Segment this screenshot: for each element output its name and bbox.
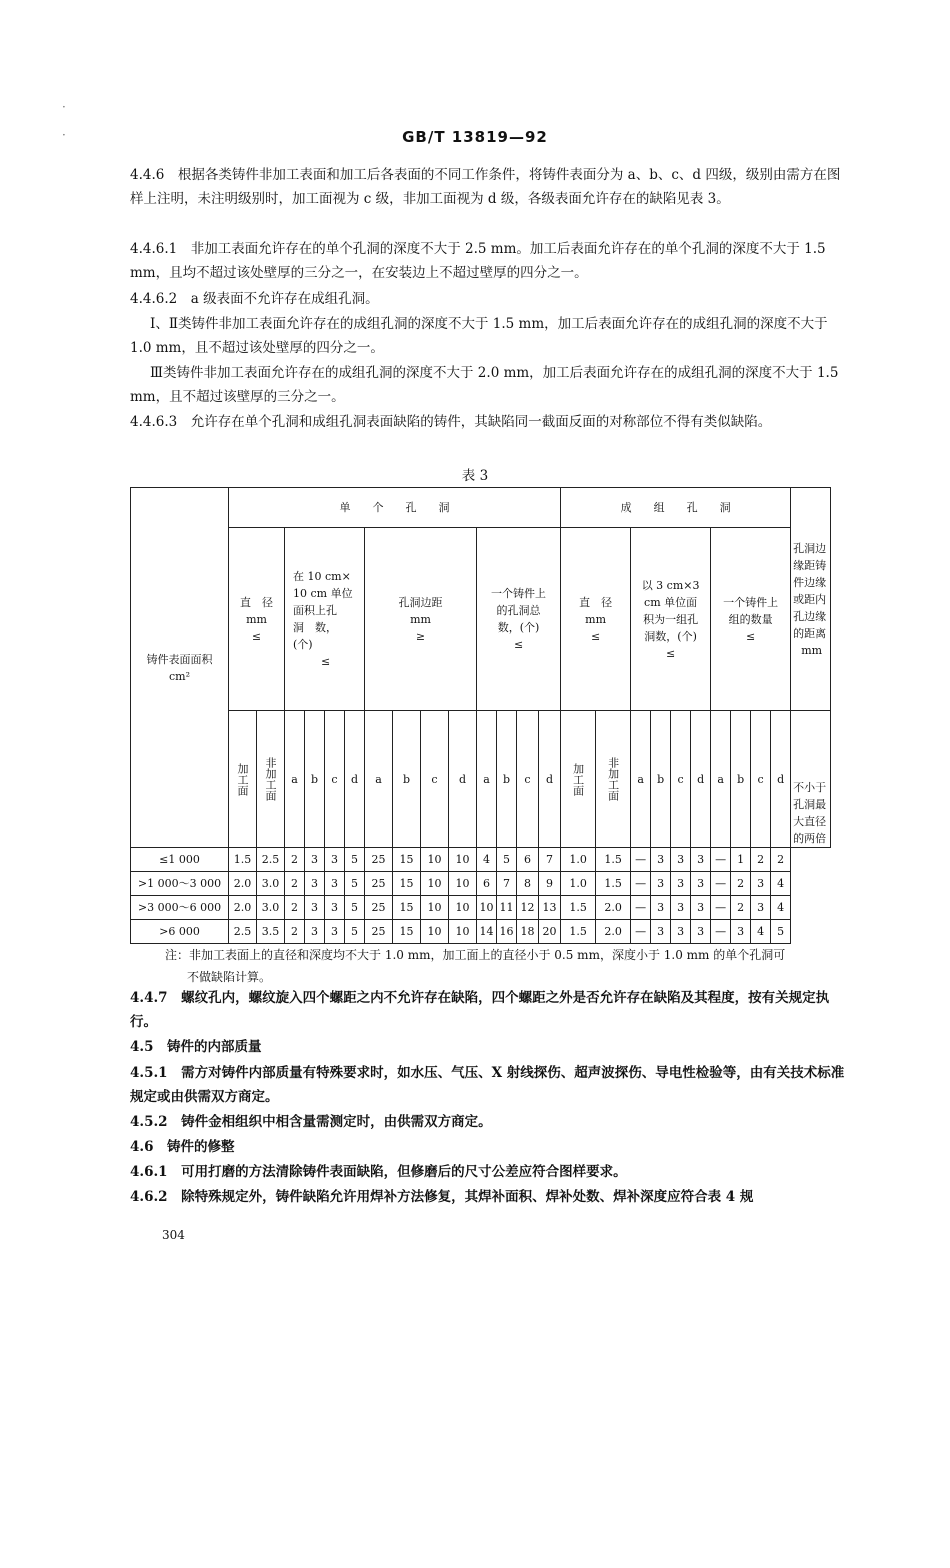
clause-4-5: 4.5 铸件的内部质量 [130,1039,262,1055]
single-diameter-header: 直 径 mm ≤ [229,528,285,711]
value-cell: 20 [539,920,561,944]
value-cell: 15 [393,872,421,896]
table-row [131,896,831,920]
value-cell: 2 [771,848,791,872]
value-cell: 8 [517,872,539,896]
cluster-count-header: 以 3 cm×3 cm 单位面 积为一组孔 洞数，(个) ≤ [631,528,711,711]
value-cell: 1.0 [561,872,596,896]
table-note: 注：非加工表面上的直径和深度均不大于 1.0 mm，加工面上的直径小于 0.5 mm，深度小于 1.0 mm 的单个孔洞可 不做缺陷计算。 [165,948,786,984]
value-cell: 3 [671,920,691,944]
value-cell: 1.5 [229,848,257,872]
table-caption: 表 3 [461,468,489,484]
value-cell: 12 [517,896,539,920]
value-cell: 3 [651,920,671,944]
clause-4-4-7: 4.4.7 螺纹孔内，螺纹旋入四个螺距之内不允许存在缺陷，四个螺距之外是否允许存在缺陷及其程度，按有关规定执行。 [130,990,830,1030]
value-cell: 11 [497,896,517,920]
value-cell: 2.0 [229,872,257,896]
value-cell: 3 [325,920,345,944]
value-cell: 5 [345,872,365,896]
value-cell: 1 [731,848,751,872]
value-cell: 4 [771,896,791,920]
value-cell: 4 [771,872,791,896]
clause-4-6: 4.6 铸件的修整 [130,1139,235,1155]
value-cell: 2.0 [229,896,257,920]
value-cell: 2 [285,848,305,872]
cluster-machined-header: 加工面 [561,711,596,848]
table-row [131,848,831,872]
clause-4-4-6-2-class3: Ⅲ类铸件非加工表面允许存在的成组孔洞的深度不大于 2.0 mm，加工后表面允许存在的成组孔洞的深度不大于 1.5 mm，且不超过该壁厚的三分之一。 [130,365,839,405]
cluster-diameter-header: 直 径 mm ≤ [561,528,631,711]
value-cell: 15 [393,920,421,944]
value-cell: — [631,896,651,920]
value-cell: 2.5 [257,848,285,872]
value-cell: 3 [731,920,751,944]
value-cell: 3 [305,872,325,896]
scan-mark-2: · [62,128,66,142]
value-cell: 1.5 [596,872,631,896]
value-cell: 1.5 [561,920,596,944]
value-cell: — [711,920,731,944]
value-cell: 2 [285,896,305,920]
area-header: 铸件表面面积 cm² [131,488,229,848]
value-cell: 3 [325,872,345,896]
value-cell: 2 [731,896,751,920]
value-cell: 3 [671,848,691,872]
cluster-hole-group-header: 成 组 孔 洞 [561,488,791,528]
value-cell: 2 [751,848,771,872]
value-cell: 4 [477,848,497,872]
value-cell: 10 [421,920,449,944]
value-cell: 3 [651,872,671,896]
value-cell: 2.5 [229,920,257,944]
value-cell: 3.5 [257,920,285,944]
value-cell: 3 [751,872,771,896]
value-cell: 2 [731,872,751,896]
value-cell: 15 [393,896,421,920]
value-cell: 3 [305,920,325,944]
value-cell: 3 [751,896,771,920]
clause-4-4-6-2: 4.4.6.2 a 级表面不允许存在成组孔洞。 [130,291,379,307]
value-cell: 10 [449,872,477,896]
cluster-unmachined-header: 非加工面 [596,711,631,848]
value-cell: 2.0 [596,920,631,944]
value-cell: 3 [651,896,671,920]
clause-4-4-6: 4.4.6 根据各类铸件非加工表面和加工后各表面的不同工作条件，将铸件表面分为 a、b、c、d 四级，级别由需方在图样上注明，未注明级别时，加工面视为 c 级，非加工面视为 d 级，各级表面允许存在的缺陷见表 3。 [130,167,841,207]
value-cell: 3.0 [257,896,285,920]
value-cell: 25 [365,872,393,896]
clause-4-6-2: 4.6.2 除特殊规定外，铸件缺陷允许用焊补方法修复，其焊补面积、焊补处数、焊补深度应符合表 4 规 [130,1189,754,1205]
area-cell: >3 000～6 000 [131,896,229,920]
clause-4-4-6-1: 4.4.6.1 非加工表面允许存在的单个孔洞的深度不大于 2.5 mm。加工后表面允许存在的单个孔洞的深度不大于 1.5 mm，且均不超过该处壁厚的三分之一，在安装边上不超过壁厚的四分之一。 [130,241,826,281]
value-cell: 3 [671,872,691,896]
value-cell: — [631,920,651,944]
table-row [131,920,831,944]
value-cell: 25 [365,920,393,944]
area-cell: >1 000～3 000 [131,872,229,896]
single-total-header: 一个铸件上 的孔洞总 数，(个) ≤ [477,528,561,711]
value-cell: 6 [517,848,539,872]
value-cell: 14 [477,920,497,944]
value-cell: 10 [421,848,449,872]
value-cell: 15 [393,848,421,872]
value-cell: 25 [365,896,393,920]
value-cell: 10 [421,872,449,896]
value-cell: — [631,848,651,872]
value-cell: 4 [751,920,771,944]
value-cell: 1.0 [561,848,596,872]
value-cell: 3.0 [257,872,285,896]
clause-4-5-1: 4.5.1 需方对铸件内部质量有特殊要求时，如水压、气压、X 射线探伤、超声波探伤、导电性检验等，由有关技术标准规定或由供需双方商定。 [130,1065,845,1105]
cluster-groups-header: 一个铸件上 组的数量 ≤ [711,528,791,711]
value-cell: 5 [345,848,365,872]
value-cell: 2.0 [596,896,631,920]
value-cell: 3 [305,896,325,920]
value-cell: 2 [285,872,305,896]
value-cell: 3 [325,848,345,872]
single-machined-header: 加工面 [229,711,257,848]
value-cell: 6 [477,872,497,896]
table-row [131,872,831,896]
value-cell: — [711,872,731,896]
clause-4-4-6-2-class12: Ⅰ、Ⅱ类铸件非加工表面允许存在的成组孔洞的深度不大于 1.5 mm，加工后表面允许存在的成组孔洞的深度不大于 1.0 mm，且不超过该处壁厚的四分之一。 [130,316,828,356]
value-cell: 7 [539,848,561,872]
value-cell: 1.5 [596,848,631,872]
area-cell: ≤1 000 [131,848,229,872]
value-cell: 2 [285,920,305,944]
value-cell: 5 [771,920,791,944]
edge-distance-value: 不小于 孔洞最 大直径 的两倍 [791,711,831,848]
single-unmachined-header: 非加工面 [257,711,285,848]
value-cell: 3 [691,872,711,896]
table-3: 铸件表面面积 cm² 单 个 孔 洞 成 组 孔 洞 孔洞边 缘距铸 件边缘 或距内 孔边缘 的距离 mm 直 径 mm ≤ 在 10 cm× 10 cm 单位 面积上孔 洞 数， (个) ≤ 孔洞边距 mm ≥ 一个铸件上 的孔洞总 数，(个) ≤ 直 径 mm ≤ 以 3 cm×3 cm 单位面 积为一组孔 洞数，(个) ≤ 一个铸件上 组的数量 ≤ 加工面 非加工面 a b c d a b c d a b c d 加工面 非加工面 a b c d a b c d 不小于 孔洞最 大直径 的两倍 ≤1 000 1.5 2.5 2 3 3 5 25 15 10 10 4 5 6 7 1.0 1.5 — 3 3 3 — 1 2 2 >1 000～3 000 2.0 3.0 2 3 3 5 25 15 10 10 6 7 8 9 1.0 1.5 — 3 3 3 — 2 3 4 >3 000～6 000 2.0 3.0 2 3 3 5 25 15 10 10 10 11 12 13 1.5 2.0 — 3 3 3 — 2 3 4 >6 000 2.5 3.5 2 3 3 5 25 15 10 10 14 16 18 20 1.5 2.0 — 3 3 3 — 3 4 5 [130,487,831,944]
value-cell: — [711,848,731,872]
standard-header: GB/T 13819—92 [402,128,548,146]
single-spacing-header: 孔洞边距 mm ≥ [365,528,477,711]
clause-4-5-2: 4.5.2 铸件金相组织中相含量需测定时，由供需双方商定。 [130,1114,492,1130]
clause-4-4-6-3: 4.4.6.3 允许存在单个孔洞和成组孔洞表面缺陷的铸件，其缺陷同一截面反面的对称部位不得有类似缺陷。 [130,414,772,430]
value-cell: 1.5 [561,896,596,920]
value-cell: 10 [449,920,477,944]
value-cell: 5 [345,920,365,944]
value-cell: — [631,872,651,896]
single-hole-group-header: 单 个 孔 洞 [229,488,561,528]
edge-distance-header: 孔洞边 缘距铸 件边缘 或距内 孔边缘 的距离 mm [791,488,831,711]
value-cell: 18 [517,920,539,944]
value-cell: 5 [345,896,365,920]
value-cell: 13 [539,896,561,920]
clause-4-6-1: 4.6.1 可用打磨的方法清除铸件表面缺陷，但修磨后的尺寸公差应符合图样要求。 [130,1164,627,1180]
page-number: 304 [162,1228,185,1242]
value-cell: 5 [497,848,517,872]
value-cell: 3 [691,920,711,944]
value-cell: 10 [421,896,449,920]
value-cell: 3 [691,896,711,920]
value-cell: 3 [691,848,711,872]
value-cell: — [711,896,731,920]
value-cell: 10 [449,896,477,920]
value-cell: 3 [651,848,671,872]
value-cell: 16 [497,920,517,944]
value-cell: 25 [365,848,393,872]
value-cell: 10 [449,848,477,872]
scan-mark-1: · [62,100,66,114]
value-cell: 7 [497,872,517,896]
value-cell: 3 [325,896,345,920]
area-cell: >6 000 [131,920,229,944]
value-cell: 3 [671,896,691,920]
value-cell: 3 [305,848,325,872]
value-cell: 10 [477,896,497,920]
value-cell: 9 [539,872,561,896]
single-count-header: 在 10 cm× 10 cm 单位 面积上孔 洞 数， (个) ≤ [285,528,365,711]
